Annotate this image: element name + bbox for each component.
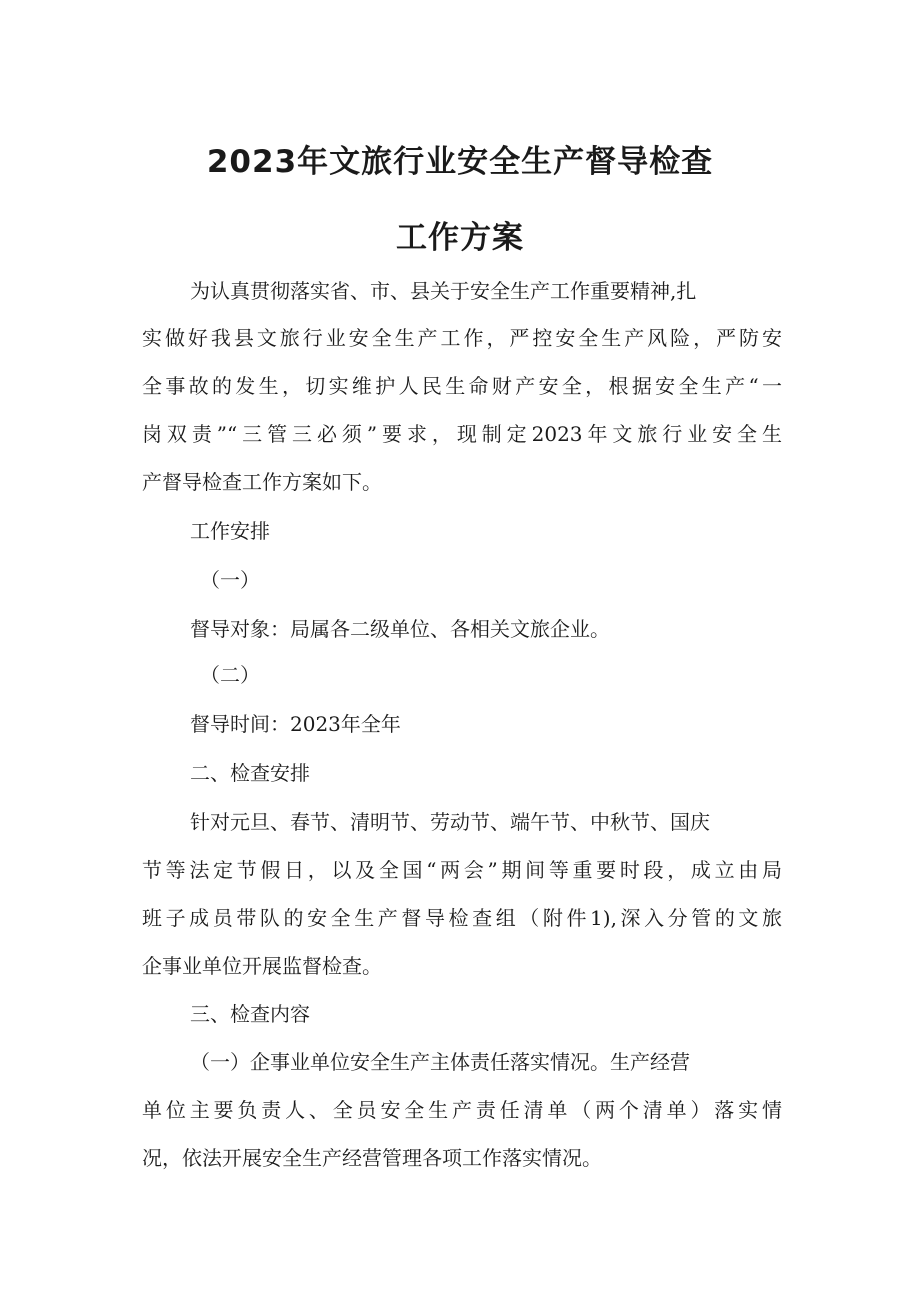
section-heading-inspection-content: 三、检查内容 [190, 1002, 310, 1026]
section2-line-3: 班子成员带队的安全生产督导检查组（附件1),深入分管的文旅 [142, 906, 782, 930]
supervision-target: 督导对象：局属各二级单位、各相关文旅企业。 [190, 617, 610, 641]
section3-line-3: 况，依法开展安全生产经营管理各项工作落实情况。 [142, 1146, 602, 1170]
document-title-line-1: 2023年文旅行业安全生产督导检查 [206, 144, 714, 180]
sub-item-label-1: （一） [200, 568, 260, 592]
section3-line-1: （一）企事业单位安全生产主体责任落实情况。生产经营 [190, 1050, 690, 1074]
intro-line-2: 实做好我县文旅行业安全生产工作，严控安全生产风险，严防安 [142, 326, 782, 350]
section2-line-2: 节等法定节假日，以及全国“两会”期间等重要时段，成立由局 [142, 858, 782, 882]
section2-line-1: 针对元旦、春节、清明节、劳动节、端午节、中秋节、国庆 [190, 810, 710, 834]
intro-line-5: 产督导检查工作方案如下。 [142, 470, 382, 494]
section3-line-2: 单位主要负责人、全员安全生产责任清单（两个清单）落实情 [142, 1098, 782, 1122]
sub-item-label-2: （二） [200, 663, 260, 687]
intro-line-1: 为认真贯彻落实省、市、县关于安全生产工作重要精神,扎 [190, 279, 697, 303]
document-title-line-2: 工作方案 [396, 220, 524, 256]
section2-line-4: 企事业单位开展监督检查。 [142, 954, 382, 978]
section-heading-work-arrangement: 工作安排 [190, 519, 270, 543]
intro-line-4: 岗双责”“三管三必须”要求，现制定2023年文旅行业安全生 [142, 422, 782, 446]
supervision-time: 督导时间：2023年全年 [190, 712, 401, 736]
section-heading-inspection-arrangement: 二、检查安排 [190, 761, 310, 785]
intro-line-3: 全事故的发生，切实维护人民生命财产安全，根据安全生产“一 [142, 374, 782, 398]
